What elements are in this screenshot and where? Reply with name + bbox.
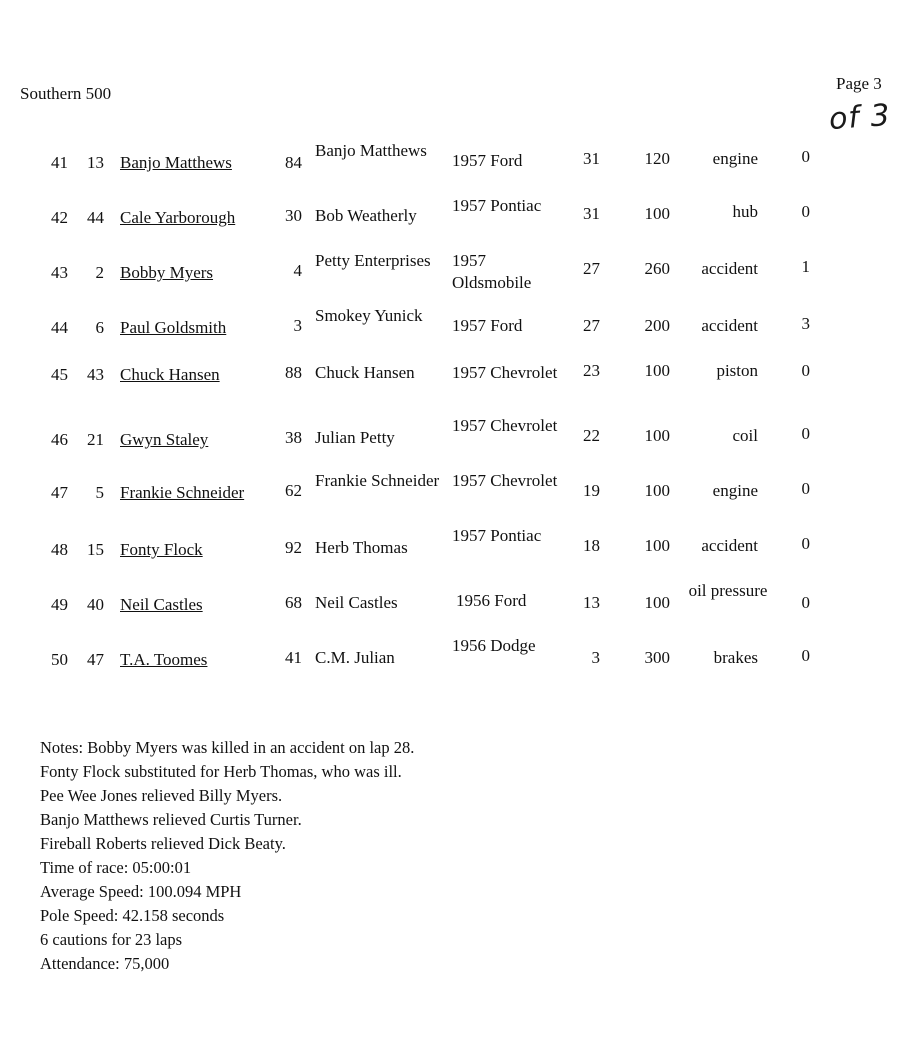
winnings: 100 bbox=[644, 536, 670, 555]
points: 1 bbox=[801, 257, 810, 276]
driver-link[interactable]: Bobby Myers bbox=[120, 263, 214, 282]
status: engine bbox=[712, 149, 758, 168]
finish-position: 43 bbox=[51, 263, 68, 282]
car-make: 1957 Ford bbox=[452, 316, 523, 335]
finish-position: 45 bbox=[51, 365, 68, 384]
car-make: 1956 Dodge bbox=[452, 636, 536, 655]
finish-position: 48 bbox=[51, 540, 68, 559]
note-line: Pee Wee Jones relieved Billy Myers. bbox=[40, 786, 283, 805]
points: 0 bbox=[801, 646, 810, 665]
status: coil bbox=[732, 426, 758, 445]
status: piston bbox=[716, 361, 758, 380]
car-make: 1957 Pontiac bbox=[452, 526, 542, 545]
car-owner: Herb Thomas bbox=[315, 538, 408, 557]
finish-position: 44 bbox=[51, 318, 68, 337]
laps: 19 bbox=[583, 481, 600, 500]
finish-position: 41 bbox=[51, 153, 68, 172]
driver-link[interactable]: Banjo Matthews bbox=[120, 153, 232, 172]
page-number: Page 3 bbox=[836, 74, 882, 93]
start-position: 2 bbox=[95, 263, 104, 282]
document-title: Southern 500 bbox=[20, 84, 112, 103]
car-number: 88 bbox=[285, 363, 302, 382]
laps: 27 bbox=[583, 259, 600, 278]
table-row bbox=[0, 305, 900, 360]
start-position: 13 bbox=[87, 153, 104, 172]
table-row bbox=[0, 360, 900, 415]
car-make: 1957 Ford bbox=[452, 151, 523, 170]
car-owner: Petty Enterprises bbox=[315, 251, 431, 270]
status: engine bbox=[712, 481, 758, 500]
car-number: 41 bbox=[285, 648, 302, 667]
start-position: 47 bbox=[87, 650, 104, 669]
table-row bbox=[0, 195, 900, 250]
finish-position: 47 bbox=[51, 483, 68, 502]
car-make: 1957 Oldsmobile bbox=[452, 251, 532, 292]
winnings: 100 bbox=[644, 481, 670, 500]
points: 0 bbox=[801, 479, 810, 498]
note-line: Banjo Matthews relieved Curtis Turner. bbox=[40, 810, 302, 829]
start-position: 40 bbox=[87, 595, 104, 614]
car-number: 68 bbox=[285, 593, 302, 612]
car-owner: Chuck Hansen bbox=[315, 363, 415, 382]
table-row bbox=[0, 415, 900, 470]
note-line: Average Speed: 100.094 MPH bbox=[40, 882, 242, 901]
winnings: 120 bbox=[644, 149, 670, 168]
car-owner: Julian Petty bbox=[315, 428, 395, 447]
finish-position: 50 bbox=[51, 650, 68, 669]
car-owner: Bob Weatherly bbox=[315, 206, 417, 225]
laps: 27 bbox=[583, 316, 600, 335]
start-position: 43 bbox=[87, 365, 104, 384]
status: accident bbox=[701, 316, 758, 335]
status: accident bbox=[701, 536, 758, 555]
car-number: 4 bbox=[293, 261, 302, 280]
car-number: 92 bbox=[285, 538, 302, 557]
status: brakes bbox=[713, 648, 758, 667]
car-owner: Smokey Yunick bbox=[315, 306, 423, 325]
winnings: 260 bbox=[644, 259, 670, 278]
winnings: 200 bbox=[644, 316, 670, 335]
note-line: Pole Speed: 42.158 seconds bbox=[40, 906, 225, 925]
winnings: 100 bbox=[644, 204, 670, 223]
points: 0 bbox=[801, 534, 810, 553]
start-position: 21 bbox=[87, 430, 104, 449]
laps: 18 bbox=[583, 536, 600, 555]
driver-link[interactable]: T.A. Toomes bbox=[120, 650, 208, 669]
car-number: 3 bbox=[293, 316, 302, 335]
results-table bbox=[0, 140, 900, 690]
car-owner: C.M. Julian bbox=[315, 648, 395, 667]
note-line: Fonty Flock substituted for Herb Thomas, who was ill. bbox=[40, 762, 402, 781]
laps: 3 bbox=[591, 648, 600, 667]
note-line: 6 cautions for 23 laps bbox=[40, 930, 183, 949]
car-owner: Frankie Schneider bbox=[315, 471, 440, 490]
points: 3 bbox=[801, 314, 810, 333]
race-notes bbox=[40, 736, 414, 976]
points: 0 bbox=[801, 424, 810, 443]
note-line: Fireball Roberts relieved Dick Beaty. bbox=[40, 834, 286, 853]
winnings: 100 bbox=[644, 426, 670, 445]
handwritten-page-total: of 3 bbox=[827, 97, 892, 138]
table-row bbox=[0, 470, 900, 525]
car-make: 1957 Pontiac bbox=[452, 196, 542, 215]
car-owner: Banjo Matthews bbox=[315, 141, 427, 160]
laps: 31 bbox=[583, 149, 600, 168]
table-row bbox=[0, 525, 900, 580]
note-line: Attendance: 75,000 bbox=[40, 954, 170, 973]
car-number: 84 bbox=[285, 153, 302, 172]
note-line: Time of race: 05:00:01 bbox=[40, 858, 192, 877]
car-make: 1956 Ford bbox=[456, 591, 527, 610]
car-make: 1957 Chevrolet bbox=[452, 363, 558, 382]
driver-link[interactable]: Cale Yarborough bbox=[120, 208, 236, 227]
start-position: 44 bbox=[87, 208, 104, 227]
status: accident bbox=[701, 259, 758, 278]
table-row bbox=[0, 250, 900, 305]
finish-position: 42 bbox=[51, 208, 68, 227]
status: oil pressure bbox=[688, 581, 768, 600]
winnings: 100 bbox=[644, 361, 670, 380]
start-position: 5 bbox=[95, 483, 104, 502]
driver-link[interactable]: Chuck Hansen bbox=[120, 365, 220, 384]
laps: 22 bbox=[583, 426, 600, 445]
driver-link[interactable]: Frankie Schneider bbox=[120, 483, 245, 502]
finish-position: 46 bbox=[51, 430, 68, 449]
car-make: 1957 Chevrolet bbox=[452, 471, 558, 490]
points: 0 bbox=[801, 361, 810, 380]
car-number: 38 bbox=[285, 428, 302, 447]
car-make: 1957 Chevrolet bbox=[452, 416, 558, 435]
table-row bbox=[0, 580, 900, 635]
laps: 13 bbox=[583, 593, 600, 612]
car-number: 62 bbox=[285, 481, 302, 500]
status: hub bbox=[732, 202, 758, 221]
finish-position: 49 bbox=[51, 595, 68, 614]
driver-link[interactable]: Fonty Flock bbox=[120, 540, 203, 559]
laps: 23 bbox=[583, 361, 600, 380]
points: 0 bbox=[801, 593, 810, 612]
note-line: Notes: Bobby Myers was killed in an accident on lap 28. bbox=[40, 738, 415, 757]
winnings: 300 bbox=[644, 648, 670, 667]
car-owner: Neil Castles bbox=[315, 593, 398, 612]
car-number: 30 bbox=[285, 206, 302, 225]
driver-link[interactable]: Neil Castles bbox=[120, 595, 203, 614]
driver-link[interactable]: Paul Goldsmith bbox=[120, 318, 227, 337]
points: 0 bbox=[801, 202, 810, 221]
start-position: 15 bbox=[87, 540, 104, 559]
table-row bbox=[0, 140, 900, 195]
winnings: 100 bbox=[644, 593, 670, 612]
table-row bbox=[0, 635, 900, 690]
points: 0 bbox=[801, 147, 810, 166]
start-position: 6 bbox=[95, 318, 104, 337]
laps: 31 bbox=[583, 204, 600, 223]
driver-link[interactable]: Gwyn Staley bbox=[120, 430, 209, 449]
